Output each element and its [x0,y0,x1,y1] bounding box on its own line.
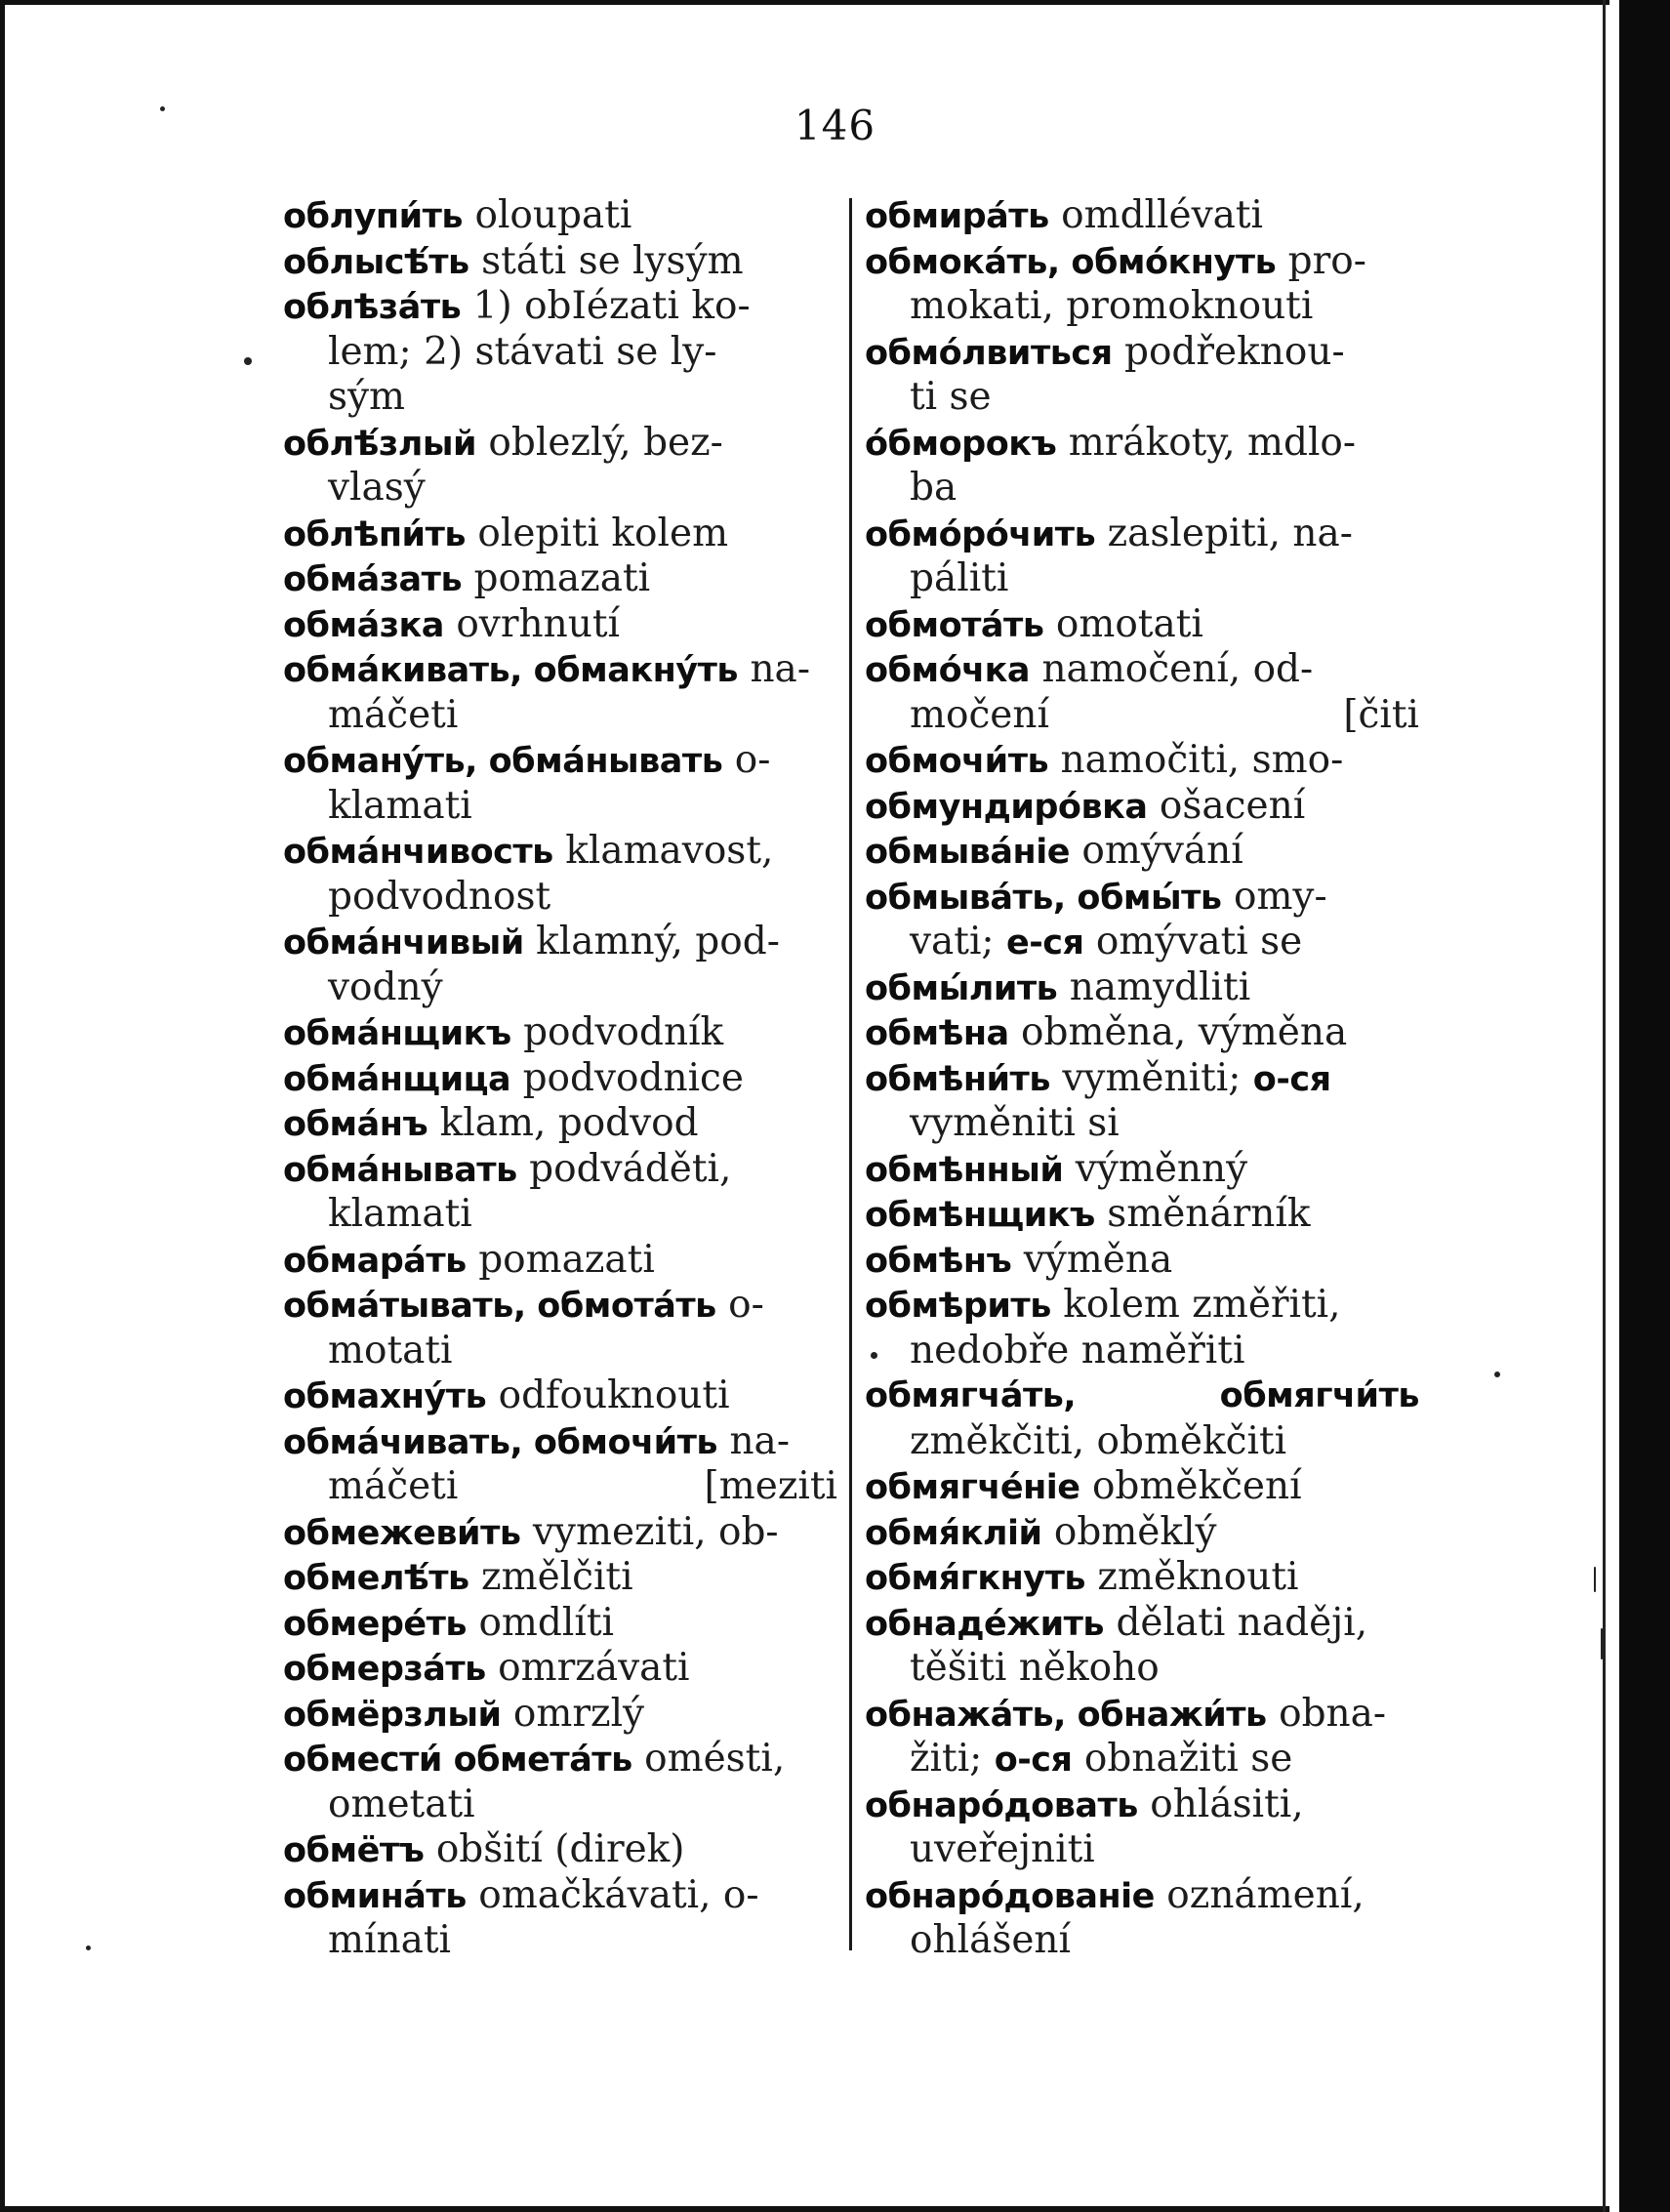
entry-continuation-line [865,1737,1419,1782]
dictionary-entry-line [283,1646,837,1692]
translation: pomazati [462,556,651,600]
translation: omdlíti [467,1600,614,1645]
headword: обма́чивать, обмочи́ть [283,1422,718,1462]
right-scan-border [1619,0,1670,2212]
translation: podřeknou- [1112,329,1345,374]
dictionary-entry-line [865,1283,1419,1329]
entry-continuation-line [283,375,837,421]
translation: 1) obIézati ko- [461,284,751,328]
headword: обмѣрить [865,1287,1051,1326]
translation: žiti; [910,1737,995,1781]
headword: о-ся [994,1741,1073,1780]
translation: ti se [910,375,992,419]
translation: odfouknouti [486,1373,730,1417]
translation: kolem změřiti, [1050,1283,1341,1327]
translation: obměklý [1041,1509,1217,1554]
column-divider [849,198,852,1950]
print-speck [1594,1567,1596,1592]
dictionary-entry-line [283,421,837,467]
dictionary-entry-line [865,829,1419,875]
translation: klam, podvod [428,1101,699,1145]
headword: о́бморокъ [865,424,1057,464]
headword: обмётъ [283,1831,425,1870]
headword: обмерза́ть [283,1650,486,1689]
translation: podvodník [510,1010,724,1054]
headword: обмягчи́ть [1219,1376,1419,1415]
translation: omývání [1069,829,1243,873]
headword: обмы́лить [865,968,1058,1008]
dictionary-entry-line [283,1147,837,1193]
headword: обмундиро́вка [865,787,1148,827]
headword: обнажа́ть, обнажи́ть [865,1695,1267,1735]
translation: těšiti někoho [910,1646,1160,1690]
translation: klamavost, [552,829,774,873]
dictionary-entry-line [865,647,1419,693]
translation: zaslepiti, na- [1095,511,1353,555]
dictionary-entry-line [865,1464,1419,1510]
headword: обмыва́ніе [865,833,1070,872]
left-scan-border [0,0,5,2212]
headword: обма́зка [283,605,444,645]
dictionary-entry-line [283,284,837,330]
dictionary-entry-line [283,829,837,875]
dictionary-entry-line [283,647,837,693]
translation: [meziti [704,1464,837,1508]
entry-continuation-line [865,1918,1419,1964]
translation: [čiti [1343,692,1419,737]
entry-continuation-line [283,1918,837,1964]
dictionary-entry-line [283,920,837,965]
translation: omy- [1221,874,1327,919]
translation: namydliti [1057,964,1251,1009]
entry-continuation-line [283,875,837,921]
dictionary-entry-line [283,512,837,557]
headword: обмере́ть [283,1604,468,1644]
headword: обмягче́ніе [865,1468,1080,1507]
headword: обма́нывать [283,1150,517,1190]
print-speck [244,357,252,365]
headword: обма́зать [283,560,463,599]
entry-continuation-line [865,1329,1419,1374]
dictionary-entry-line [865,875,1419,921]
headword: облѣпи́ть [283,514,466,554]
dictionary-entry-line [283,193,837,239]
translation: vodný [328,964,443,1009]
print-speck [160,106,165,111]
dictionary-entry-line [865,1510,1419,1556]
headword: е-ся [1005,923,1084,963]
entry-continuation-line [865,375,1419,421]
headword: облѣза́ть [283,288,462,327]
translation: o- [715,1283,764,1327]
translation: klamný, pod- [523,920,780,963]
dictionary-entry-line [865,1373,1419,1419]
headword: облупи́ть [283,197,464,236]
headword: облѣ́злый [283,424,477,464]
print-speck [871,1352,877,1359]
translation: omrzávati [485,1646,690,1690]
headword: обмока́ть, обмо́кнуть [865,242,1277,282]
headword: обмина́ть [283,1876,467,1916]
entry-continuation-line [865,1419,1419,1465]
dictionary-entry-line [865,512,1419,557]
translation: uveřejniti [910,1827,1095,1871]
entry-continuation-line [283,693,837,739]
translation: obměna, výměna [1008,1010,1348,1054]
headword: обмя́клій [865,1513,1042,1553]
right-edge-gap [1609,0,1619,2212]
entry-continuation-line [865,920,1419,965]
headword: обнаде́жить [865,1604,1105,1644]
dictionary-entry-line [283,1010,837,1056]
translation: na- [738,647,810,691]
translation: olepiti kolem [466,511,729,555]
headword: обмя́гкнуть [865,1559,1086,1598]
translation: pomazati [466,1237,655,1282]
translation: pro- [1276,238,1366,283]
translation: omrzlý [501,1691,645,1736]
headword: обмара́ть [283,1241,467,1281]
dictionary-entry-line [283,1283,837,1329]
headword: обмелѣ́ть [283,1559,469,1598]
translation: motati [328,1328,453,1372]
translation: dělati naději, [1104,1600,1368,1645]
headword: обма́нщица [283,1059,511,1099]
dictionary-entry-line [865,1238,1419,1284]
entry-continuation-line [865,556,1419,602]
bottom-scan-border [0,2206,1670,2212]
translation: omésti, [631,1737,786,1781]
dictionary-entry-line [283,602,837,648]
headword: обмѣнщикъ [865,1196,1095,1235]
translation: mínati [328,1918,451,1962]
translation: o- [722,738,771,782]
dictionary-entry-line [865,602,1419,648]
print-speck [86,1946,91,1950]
translation: máčeti [328,692,459,737]
translation: omdllévati [1048,193,1263,237]
translation: oloupati [463,193,632,237]
headword: обмѣнъ [865,1241,1012,1281]
dictionary-entry-line [865,1555,1419,1601]
translation: mrákoty, mdlo- [1056,420,1357,465]
headword: обнаро́дованіе [865,1876,1155,1916]
headword: обма́нчивый [283,923,524,963]
dictionary-entry-line [283,1419,837,1465]
headword: обмѣни́ть [865,1059,1050,1099]
dictionary-entry-line [283,1510,837,1556]
headword: обмота́ть [865,605,1044,645]
entry-continuation-line [283,965,837,1011]
headword: о-ся [1252,1059,1331,1099]
entry-continuation-line [283,466,837,512]
translation: změkčiti, obměkčiti [910,1418,1287,1463]
translation: podváděti, [516,1146,732,1191]
translation: změlčiti [468,1555,633,1599]
entry-continuation-line [283,1782,837,1828]
headword: обману́ть, обма́нывать [283,742,723,781]
dictionary-entry-line [865,1056,1419,1102]
headword: обмо́ро́чить [865,514,1096,554]
dictionary-entry-line [865,1010,1419,1056]
translation: klamati [328,783,472,828]
headword: обмо́лвиться [865,333,1113,373]
dictionary-entry-line [283,1601,837,1647]
translation: vati; [910,920,1006,963]
left-column [283,193,837,1964]
headword: обма́кивать, обмакну́ть [283,651,739,690]
translation: oznámení, [1154,1872,1365,1917]
headword: обмира́ть [865,197,1049,236]
entry-continuation-line [865,693,1419,739]
translation: směnárník [1094,1192,1311,1236]
dictionary-entry-line [865,1601,1419,1647]
translation: ohlášení [910,1918,1072,1962]
dictionary-entry-line [283,1555,837,1601]
dictionary-entry-line [865,1147,1419,1193]
dictionary-entry-line [283,1827,837,1873]
dictionary-entry-line [865,738,1419,784]
translation: vyměniti; [1049,1055,1253,1100]
entry-continuation-line [865,284,1419,330]
headword: обмахну́ть [283,1377,487,1416]
translation: podvodnice [510,1055,744,1100]
dictionary-entry-line [283,1737,837,1782]
translation: vymeziti, ob- [520,1509,779,1554]
print-speck [1601,1628,1603,1659]
translation: namočení, od- [1030,647,1314,691]
dictionary-entry-line [283,1692,837,1738]
translation: máčeti [328,1464,459,1508]
entry-continuation-line [283,1329,837,1374]
dictionary-entry-line [283,1373,837,1419]
translation: změknouti [1085,1555,1299,1599]
translation: obměkčení [1079,1464,1302,1508]
print-speck [1494,1372,1500,1377]
translation: namočiti, smo- [1048,738,1344,782]
headword: обма́нчивость [283,833,553,872]
translation: obšití (direk) [424,1827,685,1871]
headword: обмести́ обмета́ть [283,1741,632,1780]
translation: obnažiti se [1072,1737,1293,1781]
entry-continuation-line [283,1464,837,1510]
dictionary-entry-line [283,1056,837,1102]
headword: обмо́чка [865,651,1031,690]
dictionary-entry-line [865,193,1419,239]
dictionary-entry-line [865,965,1419,1011]
headword: обмёрзлый [283,1695,502,1735]
dictionary-entry-line [865,330,1419,376]
translation: výměna [1011,1237,1173,1282]
dictionary-entry-line [865,421,1419,467]
translation: omačkávati, o- [466,1872,759,1917]
translation: ovrhnutí [443,601,620,646]
translation: lem; 2) stávati se ly- [328,329,717,374]
translation: sým [328,375,406,419]
headword: обмѣнный [865,1150,1064,1190]
headword: обмочи́ть [865,742,1049,781]
entry-continuation-line [283,1192,837,1238]
headword: обмыва́ть, обмы́ть [865,878,1222,918]
headword: обма́нщикъ [283,1014,511,1053]
translation: ba [910,466,957,510]
translation: podvodnost [328,874,551,919]
translation: ošacení [1147,783,1306,828]
dictionary-entry-line [865,1192,1419,1238]
entry-continuation-line [865,1827,1419,1873]
entry-continuation-line [865,1101,1419,1147]
headword: обмежеви́ть [283,1513,521,1553]
dictionary-entry-line [283,738,837,784]
translation: výměnný [1063,1146,1248,1191]
dictionary-entry-line [865,1873,1419,1919]
translation: na- [717,1418,790,1463]
dictionary-entry-line [283,556,837,602]
translation: omývati se [1083,920,1303,963]
headword: обмягча́ть, [865,1376,1077,1415]
translation: obna- [1266,1691,1387,1736]
translation: státi se lysým [468,238,744,283]
dictionary-entry-line [283,239,837,285]
dictionary-entry-line [865,1782,1419,1828]
headword: обнаро́довать [865,1785,1138,1825]
dictionary-entry-line [865,1692,1419,1738]
dictionary-entry-line [283,1238,837,1284]
top-scan-border [0,0,1670,5]
translation: nedobře naměřiti [910,1328,1245,1372]
headword: облысѣ́ть [283,242,469,282]
right-column [865,193,1419,1964]
dictionary-entry-line [865,239,1419,285]
translation: páliti [910,556,1009,600]
translation: omotati [1043,601,1203,646]
translation: mokati, promoknouti [910,284,1314,328]
right-edge-rule [1603,0,1606,2212]
translation: ohlásiti, [1137,1782,1304,1826]
translation: ometati [328,1782,475,1826]
translation: močení [910,692,1049,737]
entry-continuation-line [283,330,837,376]
entry-continuation-line [865,466,1419,512]
headword: обмѣна [865,1014,1009,1053]
entry-continuation-line [283,784,837,830]
translation: vyměniti si [910,1101,1120,1145]
page-number: 146 [794,102,876,149]
dictionary-entry-line [283,1873,837,1919]
headword: обма́тывать, обмота́ть [283,1287,716,1326]
translation: klamati [328,1192,472,1236]
dictionary-entry-line [283,1101,837,1147]
headword: обма́нъ [283,1105,428,1144]
translation: vlasý [328,466,426,510]
translation: oblezlý, bez- [476,420,723,465]
entry-continuation-line [865,1646,1419,1692]
dictionary-entry-line [865,784,1419,830]
